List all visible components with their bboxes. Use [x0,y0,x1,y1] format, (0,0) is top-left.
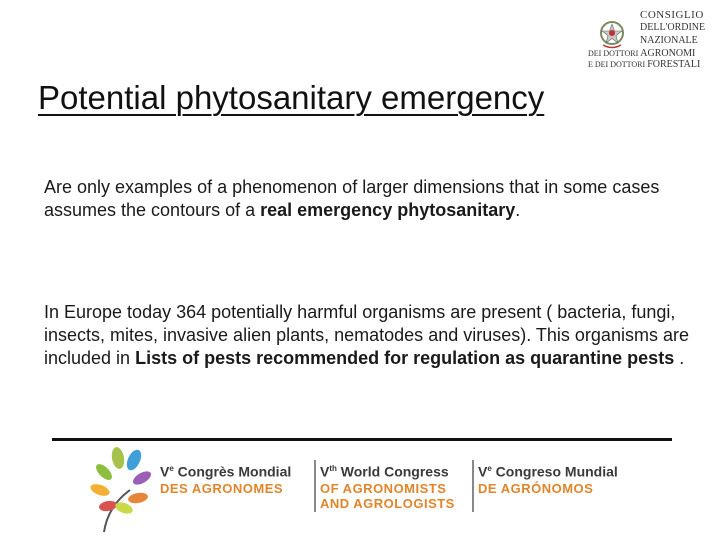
paragraph-2-end: . [674,348,685,368]
congress-english-sub-1: OF AGRONOMISTS [320,480,447,496]
congress-french-sub: DES AGRONOMES [160,480,284,496]
congress-spanish-sup: e [487,464,492,473]
congress-spanish-sub: DE AGRÓNOMOS [478,480,594,496]
paragraph-1-text: Are only examples of a phenomenon of larger dimensions that in some cases assumes the contours of a [44,177,660,220]
logo-line-5-prefix: E DEI DOTTORI [588,60,648,69]
logo-line-4 [588,49,695,59]
paragraph-2 [44,301,694,370]
paragraph-1-end: . [515,200,521,220]
congress-english-ordinal: V [320,463,330,480]
paragraph-2-bold: Lists of pests recommended for regulation as quarantine pests [135,348,675,368]
logo-line-4-word: AGRONOMI [640,48,696,59]
logo-line-4-prefix: DEI DOTTORI [588,49,641,58]
banner-separator-1 [314,460,316,512]
congress-english [320,460,455,511]
conaf-logo-text [586,9,714,70]
congress-french-heading-text: Congrès Mondial [173,463,292,480]
congress-spanish [478,460,618,496]
congress-spanish-heading [478,460,618,481]
logo-line-3: NAZIONALE [640,35,698,46]
congress-french-ordinal: V [160,463,170,480]
paragraph-1-bold: real emergency phytosanitary [260,200,516,220]
congress-french-sup: e [169,464,174,473]
congress-spanish-ordinal: V [478,463,488,480]
conaf-logo [586,6,714,70]
congress-english-sup: th [329,464,337,473]
congress-banner [88,446,648,536]
logo-line-5 [588,60,700,70]
banner-separator-2 [472,460,474,512]
paragraph-2-text: In Europe today 364 potentially harmful organisms are present ( bacteria, fungi, insects, mites, invasive alien plants, nematodes and viruses). This organisms are included in [44,302,689,368]
congress-english-sub-2: AND AGROLOGISTS [320,495,455,511]
congress-english-heading-text: World Congress [336,463,449,480]
congress-english-heading [320,460,455,481]
logo-line-2: DELL'ORDINE [640,22,706,33]
divider-line [52,438,672,441]
logo-line-5-word: FORESTALI [647,59,701,70]
congress-leaf-emblem-icon [90,446,160,534]
congress-french-heading [160,460,291,481]
congress-spanish-heading-text: Congreso Mundial [491,463,618,480]
congress-french [160,460,291,496]
paragraph-1 [44,176,694,222]
logo-line-1: CONSIGLIO [640,9,704,21]
slide-title: Potential phytosanitary emergency [38,79,545,116]
